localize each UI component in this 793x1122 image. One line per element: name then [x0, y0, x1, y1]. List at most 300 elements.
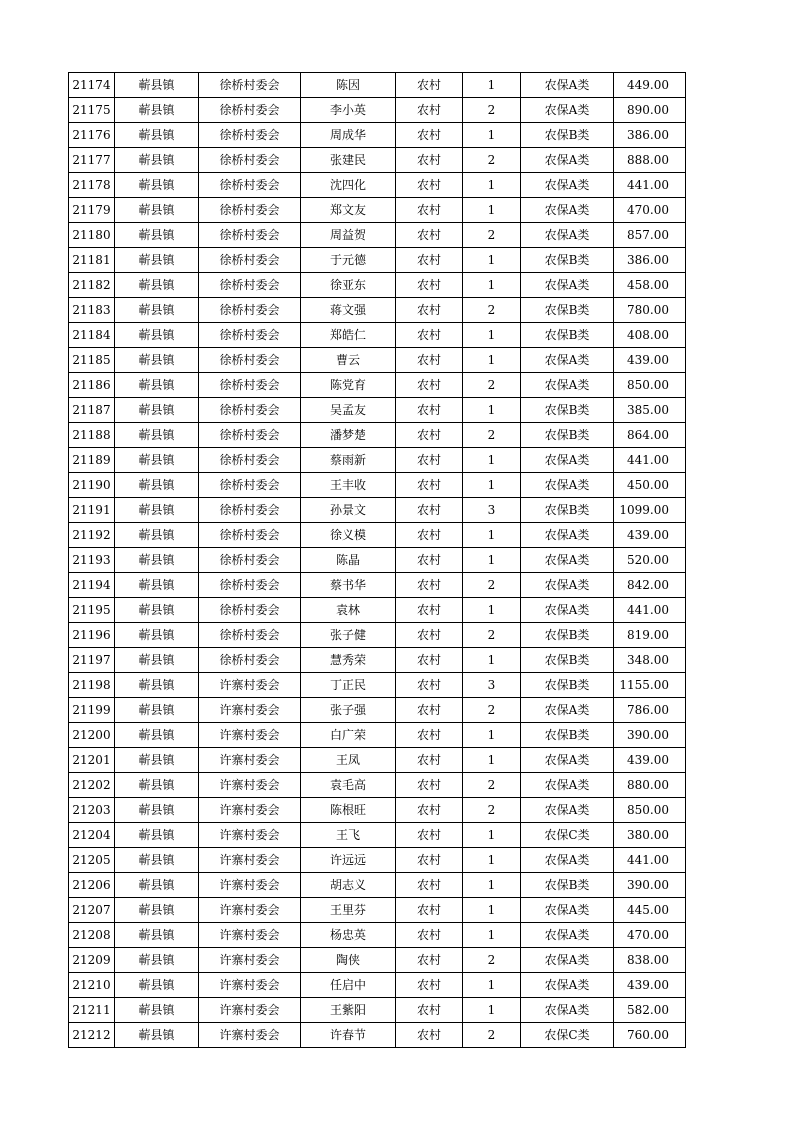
cell-name: 张子健	[301, 623, 396, 648]
cell-name: 于元德	[301, 248, 396, 273]
cell-count: 2	[463, 948, 521, 973]
cell-village: 徐桥村委会	[199, 198, 301, 223]
cell-amount: 819.00	[614, 623, 686, 648]
cell-count: 1	[463, 73, 521, 98]
cell-name: 郑文友	[301, 198, 396, 223]
roster-table	[68, 72, 686, 1048]
cell-id: 21194	[69, 573, 115, 598]
cell-town: 蕲县镇	[115, 973, 199, 998]
cell-village: 徐桥村委会	[199, 298, 301, 323]
cell-town: 蕲县镇	[115, 348, 199, 373]
cell-type: 农保A类	[521, 923, 614, 948]
cell-town: 蕲县镇	[115, 398, 199, 423]
cell-id: 21191	[69, 498, 115, 523]
cell-town: 蕲县镇	[115, 823, 199, 848]
cell-area: 农村	[396, 973, 463, 998]
cell-village: 徐桥村委会	[199, 123, 301, 148]
cell-town: 蕲县镇	[115, 573, 199, 598]
cell-area: 农村	[396, 473, 463, 498]
cell-id: 21183	[69, 298, 115, 323]
cell-count: 2	[463, 798, 521, 823]
table-row	[69, 523, 686, 548]
cell-village: 徐桥村委会	[199, 573, 301, 598]
cell-type: 农保A类	[521, 748, 614, 773]
cell-type: 农保A类	[521, 523, 614, 548]
cell-village: 许寨村委会	[199, 673, 301, 698]
cell-area: 农村	[396, 798, 463, 823]
cell-name: 蔡雨新	[301, 448, 396, 473]
cell-type: 农保B类	[521, 673, 614, 698]
table-row	[69, 548, 686, 573]
cell-name: 许远远	[301, 848, 396, 873]
table-row	[69, 723, 686, 748]
cell-count: 2	[463, 698, 521, 723]
cell-type: 农保A类	[521, 798, 614, 823]
cell-amount: 780.00	[614, 298, 686, 323]
cell-name: 王飞	[301, 823, 396, 848]
cell-amount: 838.00	[614, 948, 686, 973]
table-row	[69, 748, 686, 773]
cell-town: 蕲县镇	[115, 298, 199, 323]
cell-village: 徐桥村委会	[199, 548, 301, 573]
cell-count: 3	[463, 498, 521, 523]
cell-town: 蕲县镇	[115, 173, 199, 198]
cell-area: 农村	[396, 923, 463, 948]
cell-id: 21207	[69, 898, 115, 923]
cell-name: 胡志义	[301, 873, 396, 898]
cell-town: 蕲县镇	[115, 423, 199, 448]
cell-id: 21179	[69, 198, 115, 223]
cell-name: 孙景文	[301, 498, 396, 523]
cell-amount: 786.00	[614, 698, 686, 723]
cell-name: 任启中	[301, 973, 396, 998]
table-row	[69, 273, 686, 298]
cell-town: 蕲县镇	[115, 623, 199, 648]
cell-village: 徐桥村委会	[199, 473, 301, 498]
cell-name: 许春节	[301, 1023, 396, 1048]
cell-type: 农保C类	[521, 823, 614, 848]
cell-count: 1	[463, 898, 521, 923]
cell-village: 徐桥村委会	[199, 148, 301, 173]
cell-name: 陈因	[301, 73, 396, 98]
table-row	[69, 173, 686, 198]
cell-area: 农村	[396, 898, 463, 923]
cell-amount: 385.00	[614, 398, 686, 423]
cell-count: 3	[463, 673, 521, 698]
cell-id: 21204	[69, 823, 115, 848]
cell-count: 2	[463, 623, 521, 648]
cell-town: 蕲县镇	[115, 998, 199, 1023]
cell-amount: 390.00	[614, 723, 686, 748]
cell-id: 21192	[69, 523, 115, 548]
cell-count: 1	[463, 173, 521, 198]
cell-amount: 890.00	[614, 98, 686, 123]
cell-amount: 470.00	[614, 198, 686, 223]
cell-area: 农村	[396, 998, 463, 1023]
cell-type: 农保A类	[521, 273, 614, 298]
cell-count: 1	[463, 523, 521, 548]
cell-type: 农保B类	[521, 123, 614, 148]
cell-id: 21212	[69, 1023, 115, 1048]
cell-name: 徐亚东	[301, 273, 396, 298]
cell-village: 徐桥村委会	[199, 373, 301, 398]
cell-id: 21189	[69, 448, 115, 473]
cell-area: 农村	[396, 723, 463, 748]
cell-count: 2	[463, 148, 521, 173]
cell-id: 21199	[69, 698, 115, 723]
cell-id: 21198	[69, 673, 115, 698]
cell-type: 农保A类	[521, 898, 614, 923]
cell-count: 1	[463, 823, 521, 848]
cell-town: 蕲县镇	[115, 148, 199, 173]
cell-village: 徐桥村委会	[199, 398, 301, 423]
cell-town: 蕲县镇	[115, 373, 199, 398]
cell-amount: 386.00	[614, 123, 686, 148]
cell-amount: 408.00	[614, 323, 686, 348]
cell-amount: 842.00	[614, 573, 686, 598]
cell-type: 农保A类	[521, 73, 614, 98]
cell-id: 21209	[69, 948, 115, 973]
cell-village: 许寨村委会	[199, 823, 301, 848]
cell-area: 农村	[396, 773, 463, 798]
table-row	[69, 198, 686, 223]
cell-count: 1	[463, 848, 521, 873]
cell-town: 蕲县镇	[115, 323, 199, 348]
table-row	[69, 948, 686, 973]
cell-name: 徐义模	[301, 523, 396, 548]
cell-id: 21187	[69, 398, 115, 423]
cell-town: 蕲县镇	[115, 473, 199, 498]
cell-amount: 441.00	[614, 173, 686, 198]
cell-village: 徐桥村委会	[199, 323, 301, 348]
cell-count: 1	[463, 923, 521, 948]
table-row	[69, 798, 686, 823]
cell-village: 许寨村委会	[199, 998, 301, 1023]
cell-village: 徐桥村委会	[199, 448, 301, 473]
cell-village: 许寨村委会	[199, 973, 301, 998]
cell-type: 农保B类	[521, 423, 614, 448]
cell-area: 农村	[396, 398, 463, 423]
cell-count: 2	[463, 423, 521, 448]
cell-town: 蕲县镇	[115, 673, 199, 698]
table-row	[69, 848, 686, 873]
table-row	[69, 598, 686, 623]
cell-village: 许寨村委会	[199, 923, 301, 948]
cell-id: 21210	[69, 973, 115, 998]
cell-area: 农村	[396, 748, 463, 773]
cell-count: 1	[463, 123, 521, 148]
cell-amount: 1155.00	[614, 673, 686, 698]
cell-area: 农村	[396, 948, 463, 973]
cell-id: 21188	[69, 423, 115, 448]
cell-id: 21211	[69, 998, 115, 1023]
cell-village: 徐桥村委会	[199, 348, 301, 373]
table-row	[69, 98, 686, 123]
cell-town: 蕲县镇	[115, 123, 199, 148]
table-row	[69, 123, 686, 148]
cell-amount: 441.00	[614, 848, 686, 873]
cell-area: 农村	[396, 448, 463, 473]
cell-id: 21193	[69, 548, 115, 573]
cell-town: 蕲县镇	[115, 723, 199, 748]
table-row	[69, 973, 686, 998]
cell-village: 徐桥村委会	[199, 523, 301, 548]
cell-count: 2	[463, 223, 521, 248]
table-row	[69, 398, 686, 423]
cell-amount: 864.00	[614, 423, 686, 448]
cell-area: 农村	[396, 348, 463, 373]
cell-type: 农保A类	[521, 973, 614, 998]
cell-amount: 582.00	[614, 998, 686, 1023]
cell-amount: 458.00	[614, 273, 686, 298]
cell-type: 农保A类	[521, 848, 614, 873]
cell-amount: 348.00	[614, 648, 686, 673]
cell-type: 农保C类	[521, 1023, 614, 1048]
table-row	[69, 623, 686, 648]
cell-amount: 857.00	[614, 223, 686, 248]
cell-count: 1	[463, 998, 521, 1023]
cell-id: 21200	[69, 723, 115, 748]
table-row	[69, 248, 686, 273]
cell-id: 21184	[69, 323, 115, 348]
cell-town: 蕲县镇	[115, 648, 199, 673]
cell-id: 21197	[69, 648, 115, 673]
cell-village: 许寨村委会	[199, 698, 301, 723]
cell-count: 1	[463, 598, 521, 623]
table-row	[69, 823, 686, 848]
cell-amount: 445.00	[614, 898, 686, 923]
table-row	[69, 473, 686, 498]
table-row	[69, 423, 686, 448]
cell-type: 农保A类	[521, 698, 614, 723]
cell-name: 白广荣	[301, 723, 396, 748]
cell-area: 农村	[396, 523, 463, 548]
cell-amount: 439.00	[614, 973, 686, 998]
cell-amount: 888.00	[614, 148, 686, 173]
cell-count: 1	[463, 448, 521, 473]
cell-area: 农村	[396, 598, 463, 623]
cell-count: 1	[463, 873, 521, 898]
cell-id: 21177	[69, 148, 115, 173]
cell-amount: 390.00	[614, 873, 686, 898]
cell-area: 农村	[396, 698, 463, 723]
cell-type: 农保A类	[521, 948, 614, 973]
cell-amount: 386.00	[614, 248, 686, 273]
cell-village: 许寨村委会	[199, 798, 301, 823]
cell-village: 徐桥村委会	[199, 648, 301, 673]
cell-amount: 850.00	[614, 373, 686, 398]
cell-village: 许寨村委会	[199, 773, 301, 798]
cell-id: 21201	[69, 748, 115, 773]
cell-type: 农保A类	[521, 598, 614, 623]
cell-type: 农保A类	[521, 348, 614, 373]
cell-town: 蕲县镇	[115, 698, 199, 723]
cell-amount: 880.00	[614, 773, 686, 798]
cell-area: 农村	[396, 198, 463, 223]
cell-area: 农村	[396, 248, 463, 273]
table-row	[69, 648, 686, 673]
cell-area: 农村	[396, 623, 463, 648]
cell-town: 蕲县镇	[115, 798, 199, 823]
cell-town: 蕲县镇	[115, 448, 199, 473]
table-row	[69, 1023, 686, 1048]
cell-village: 徐桥村委会	[199, 598, 301, 623]
cell-village: 许寨村委会	[199, 898, 301, 923]
cell-type: 农保A类	[521, 148, 614, 173]
cell-town: 蕲县镇	[115, 1023, 199, 1048]
table-body	[69, 73, 686, 1048]
cell-name: 曹云	[301, 348, 396, 373]
cell-area: 农村	[396, 673, 463, 698]
cell-area: 农村	[396, 323, 463, 348]
cell-type: 农保B类	[521, 873, 614, 898]
cell-area: 农村	[396, 73, 463, 98]
cell-id: 21182	[69, 273, 115, 298]
cell-id: 21174	[69, 73, 115, 98]
cell-name: 周成华	[301, 123, 396, 148]
cell-name: 陈党育	[301, 373, 396, 398]
cell-amount: 449.00	[614, 73, 686, 98]
cell-village: 许寨村委会	[199, 948, 301, 973]
cell-type: 农保B类	[521, 298, 614, 323]
cell-amount: 439.00	[614, 348, 686, 373]
cell-count: 2	[463, 1023, 521, 1048]
cell-type: 农保A类	[521, 448, 614, 473]
cell-name: 陈根旺	[301, 798, 396, 823]
cell-village: 许寨村委会	[199, 873, 301, 898]
cell-town: 蕲县镇	[115, 273, 199, 298]
cell-area: 农村	[396, 98, 463, 123]
cell-town: 蕲县镇	[115, 548, 199, 573]
cell-name: 丁正民	[301, 673, 396, 698]
cell-name: 袁毛高	[301, 773, 396, 798]
cell-village: 许寨村委会	[199, 848, 301, 873]
cell-name: 王凤	[301, 748, 396, 773]
cell-town: 蕲县镇	[115, 523, 199, 548]
cell-count: 2	[463, 298, 521, 323]
cell-name: 沈四化	[301, 173, 396, 198]
cell-type: 农保B类	[521, 323, 614, 348]
cell-id: 21190	[69, 473, 115, 498]
cell-amount: 441.00	[614, 598, 686, 623]
cell-count: 1	[463, 323, 521, 348]
cell-id: 21186	[69, 373, 115, 398]
cell-town: 蕲县镇	[115, 748, 199, 773]
table-row	[69, 498, 686, 523]
cell-village: 徐桥村委会	[199, 498, 301, 523]
cell-amount: 441.00	[614, 448, 686, 473]
cell-name: 王紫阳	[301, 998, 396, 1023]
cell-amount: 760.00	[614, 1023, 686, 1048]
cell-area: 农村	[396, 373, 463, 398]
cell-town: 蕲县镇	[115, 898, 199, 923]
cell-id: 21205	[69, 848, 115, 873]
cell-name: 慧秀荣	[301, 648, 396, 673]
cell-area: 农村	[396, 1023, 463, 1048]
cell-type: 农保A类	[521, 998, 614, 1023]
cell-type: 农保B类	[521, 498, 614, 523]
cell-town: 蕲县镇	[115, 773, 199, 798]
cell-id: 21181	[69, 248, 115, 273]
cell-type: 农保B类	[521, 398, 614, 423]
cell-type: 农保B类	[521, 648, 614, 673]
cell-area: 农村	[396, 548, 463, 573]
cell-name: 王丰收	[301, 473, 396, 498]
cell-id: 21185	[69, 348, 115, 373]
cell-type: 农保A类	[521, 223, 614, 248]
cell-village: 徐桥村委会	[199, 223, 301, 248]
cell-count: 1	[463, 648, 521, 673]
cell-name: 周益贺	[301, 223, 396, 248]
table-row	[69, 873, 686, 898]
cell-count: 2	[463, 573, 521, 598]
cell-id: 21202	[69, 773, 115, 798]
cell-id: 21195	[69, 598, 115, 623]
table-row	[69, 448, 686, 473]
table-row	[69, 298, 686, 323]
cell-name: 吴孟友	[301, 398, 396, 423]
cell-type: 农保A类	[521, 548, 614, 573]
cell-name: 袁林	[301, 598, 396, 623]
cell-id: 21203	[69, 798, 115, 823]
cell-area: 农村	[396, 223, 463, 248]
cell-name: 郑皓仁	[301, 323, 396, 348]
cell-count: 2	[463, 773, 521, 798]
table-row	[69, 573, 686, 598]
cell-town: 蕲县镇	[115, 598, 199, 623]
cell-village: 许寨村委会	[199, 1023, 301, 1048]
cell-count: 1	[463, 973, 521, 998]
table-row	[69, 373, 686, 398]
cell-id: 21176	[69, 123, 115, 148]
table-row	[69, 998, 686, 1023]
cell-area: 农村	[396, 873, 463, 898]
cell-area: 农村	[396, 148, 463, 173]
cell-name: 陶侠	[301, 948, 396, 973]
cell-town: 蕲县镇	[115, 223, 199, 248]
cell-id: 21208	[69, 923, 115, 948]
table-row	[69, 223, 686, 248]
cell-count: 2	[463, 373, 521, 398]
cell-count: 1	[463, 723, 521, 748]
cell-count: 1	[463, 398, 521, 423]
cell-area: 农村	[396, 273, 463, 298]
cell-count: 1	[463, 248, 521, 273]
cell-town: 蕲县镇	[115, 948, 199, 973]
cell-area: 农村	[396, 573, 463, 598]
cell-type: 农保B类	[521, 723, 614, 748]
cell-count: 1	[463, 198, 521, 223]
cell-town: 蕲县镇	[115, 848, 199, 873]
cell-area: 农村	[396, 848, 463, 873]
cell-amount: 380.00	[614, 823, 686, 848]
cell-amount: 439.00	[614, 748, 686, 773]
cell-count: 1	[463, 548, 521, 573]
cell-village: 徐桥村委会	[199, 98, 301, 123]
cell-name: 杨忠英	[301, 923, 396, 948]
cell-village: 徐桥村委会	[199, 173, 301, 198]
cell-town: 蕲县镇	[115, 98, 199, 123]
cell-town: 蕲县镇	[115, 923, 199, 948]
cell-type: 农保A类	[521, 573, 614, 598]
cell-village: 徐桥村委会	[199, 248, 301, 273]
cell-village: 徐桥村委会	[199, 423, 301, 448]
cell-id: 21178	[69, 173, 115, 198]
cell-area: 农村	[396, 823, 463, 848]
cell-name: 李小英	[301, 98, 396, 123]
cell-village: 许寨村委会	[199, 748, 301, 773]
table-row	[69, 773, 686, 798]
